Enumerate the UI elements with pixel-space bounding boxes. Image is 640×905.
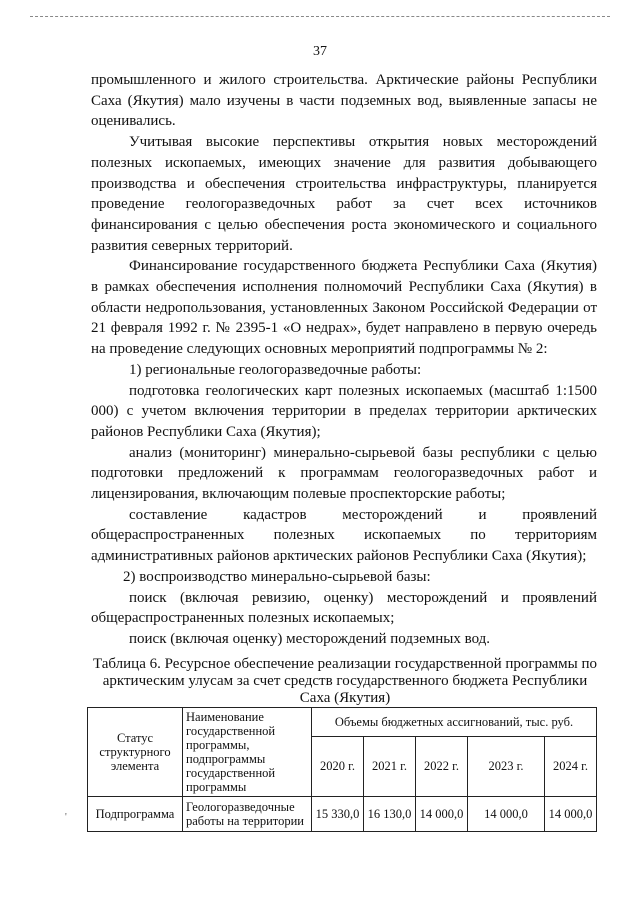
- year-cell: 2024 г.: [545, 737, 597, 797]
- year-cell: 2020 г.: [312, 737, 364, 797]
- value-cell: 14 000,0: [468, 797, 545, 832]
- margin-mark: ': [65, 812, 67, 823]
- top-border-line: [30, 16, 610, 17]
- list-item: составление кадастров месторождений и проявлений общераспространенных полезных ископаемых по территориям административных районов арктических районов Республики Саха (Якутия);: [91, 506, 597, 565]
- list-item: анализ (мониторинг) минерально-сырьевой базы республики с целью подготовки предложений к программам геологоразведочных работ и лицензирования, включающим полевые проспекторские работы;: [91, 444, 597, 503]
- table-row: [88, 797, 597, 832]
- page-number: 37: [313, 44, 327, 59]
- value-cell: 16 130,0: [364, 797, 416, 832]
- table-header-row: [88, 708, 597, 737]
- list-item: поиск (включая ревизию, оценку) месторождений и проявлений общераспространенных полезных ископаемых;: [91, 589, 597, 627]
- list-item: 1) региональные геологоразведочные работы:: [129, 361, 422, 378]
- table-caption: Таблица 6. Ресурсное обеспечение реализации государственной программы по арктическим улусам за счет средств государственного бюджета Республики Саха (Якутия): [92, 656, 598, 706]
- paragraph: промышленного и жилого строительства. Арктические районы Республики Саха (Якутия) мало изучены в части подземных вод, выявленные запасы не оценивались.: [91, 72, 597, 130]
- paragraph: Учитывая высокие перспективы открытия новых месторождений полезных ископаемых, имеющих значение для развития добывающего производства и обеспечения строительства инфраструктуры, планируется проведение геологоразведочных работ за счет всех источников финансирования с целью обеспечения роста экономического и социального развития северных территорий.: [91, 134, 597, 254]
- value-cell: 14 000,0: [545, 797, 597, 832]
- value-cell: 14 000,0: [416, 797, 468, 832]
- list-item: подготовка геологических карт полезных ископаемых (масштаб 1:1500 000) с учетом включения территории в пределах территории арктических районов Республики Саха (Якутия);: [91, 382, 597, 440]
- paragraph: Финансирование государственного бюджета Республики Саха (Якутия) в рамках обеспечения исполнения полномочий Республики Саха (Якутия) в области недропользования, установленных Законом Российской Федерации от 21 февраля 1992 г. № 2395-1 «О недрах», будет направлено в первую очередь на проведение следующих основных мероприятий подпрограммы № 2:: [91, 258, 597, 358]
- row-name: Геологоразведочные работы на территории: [183, 797, 312, 832]
- budget-table: [87, 707, 597, 832]
- body-text: [91, 70, 597, 650]
- header-name: Наименование государственной программы, подпрограммы государственной программы: [183, 708, 312, 797]
- year-cell: 2023 г.: [468, 737, 545, 797]
- header-status: Статус структурного элемента: [88, 708, 183, 797]
- value-cell: 15 330,0: [312, 797, 364, 832]
- row-status: Подпрограмма: [88, 797, 183, 832]
- header-volumes: Объемы бюджетных ассигнований, тыс. руб.: [312, 708, 597, 737]
- list-item: поиск (включая оценку) месторождений подземных вод.: [129, 630, 491, 647]
- year-cell: 2022 г.: [416, 737, 468, 797]
- year-cell: 2021 г.: [364, 737, 416, 797]
- list-item: 2) воспроизводство минерально-сырьевой базы:: [123, 568, 431, 585]
